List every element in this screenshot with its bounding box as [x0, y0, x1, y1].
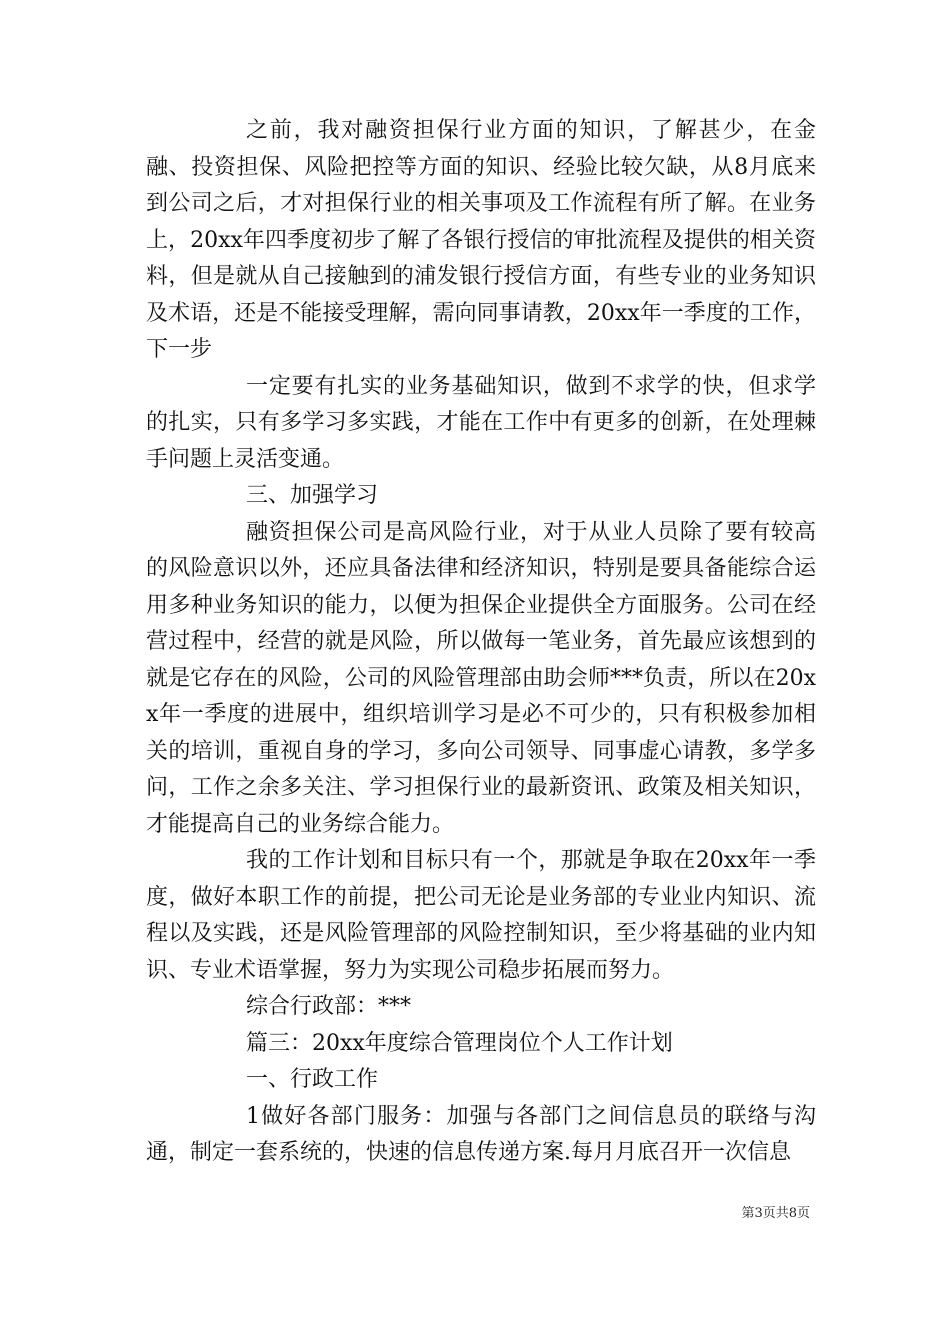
article-title: 篇三：20xx年度综合管理岗位个人工作计划: [246, 1030, 673, 1056]
paragraph-3: 融资担保公司是高风险行业，对于从业人员除了要有较高的风险意识以外，还应具备法律和经济知识，特别是要具备能综合运用多种业务知识的能力，以便为担保企业提供全方面服务。公司在经营过程中，经营的就是风险，所以做每一笔业务，首先最应该想到的就是它存在的风险，公司的风险管理部由助会师***负责，所以在20xx年一季度的进展中，组织培训学习是必不可少的，只有积极参加相关的培训，重视自身的学习，多向公司领导、同事虚心请教，多学多问，工作之余多关注、学习担保行业的最新资讯、政策及相关知识，才能提高自己的业务综合能力。: [146, 519, 816, 837]
section-heading-strengthen-learning: 三、加强学习: [246, 483, 379, 508]
paragraph-5: 1做好各部门服务：加强与各部门之间信息员的联络与沟通，制定一套系统的，快速的信息传递方案.每月月底召开一次信息: [146, 1103, 816, 1165]
paragraph-1: 之前，我对融资担保行业方面的知识，了解甚少，在金融、投资担保、风险把控等方面的知识、经验比较欠缺，从8月底来到公司之后，才对担保行业的相关事项及工作流程有所了解。在业务上，20xx年四季度初步了解了各银行授信的审批流程及提供的相关资料，但是就从自己接触到的浦发银行授信方面，有些专业的业务知识及术语，还是不能接受理解，需向同事请教，20xx年一季度的工作，下一步: [146, 118, 816, 362]
paragraph-4: 我的工作计划和目标只有一个，那就是争取在20xx年一季度，做好本职工作的前提，把公司无论是业务部的专业业内知识、流程以及实践，还是风险管理部的风险控制知识，至少将基础的业内知识、专业术语掌握，努力为实现公司稳步拓展而努力。: [146, 848, 816, 983]
document-body: [146, 113, 816, 1172]
paragraph-2: 一定要有扎实的业务基础知识，做到不求学的快，但求学的扎实，只有多学习多实践，才能在工作中有更多的创新，在处理棘手问题上灵活变通。: [146, 373, 816, 472]
page-number: 第3页共8页: [741, 1206, 810, 1221]
section-heading-admin-work: 一、行政工作: [246, 1067, 379, 1092]
signature-line: 综合行政部：***: [246, 994, 412, 1019]
